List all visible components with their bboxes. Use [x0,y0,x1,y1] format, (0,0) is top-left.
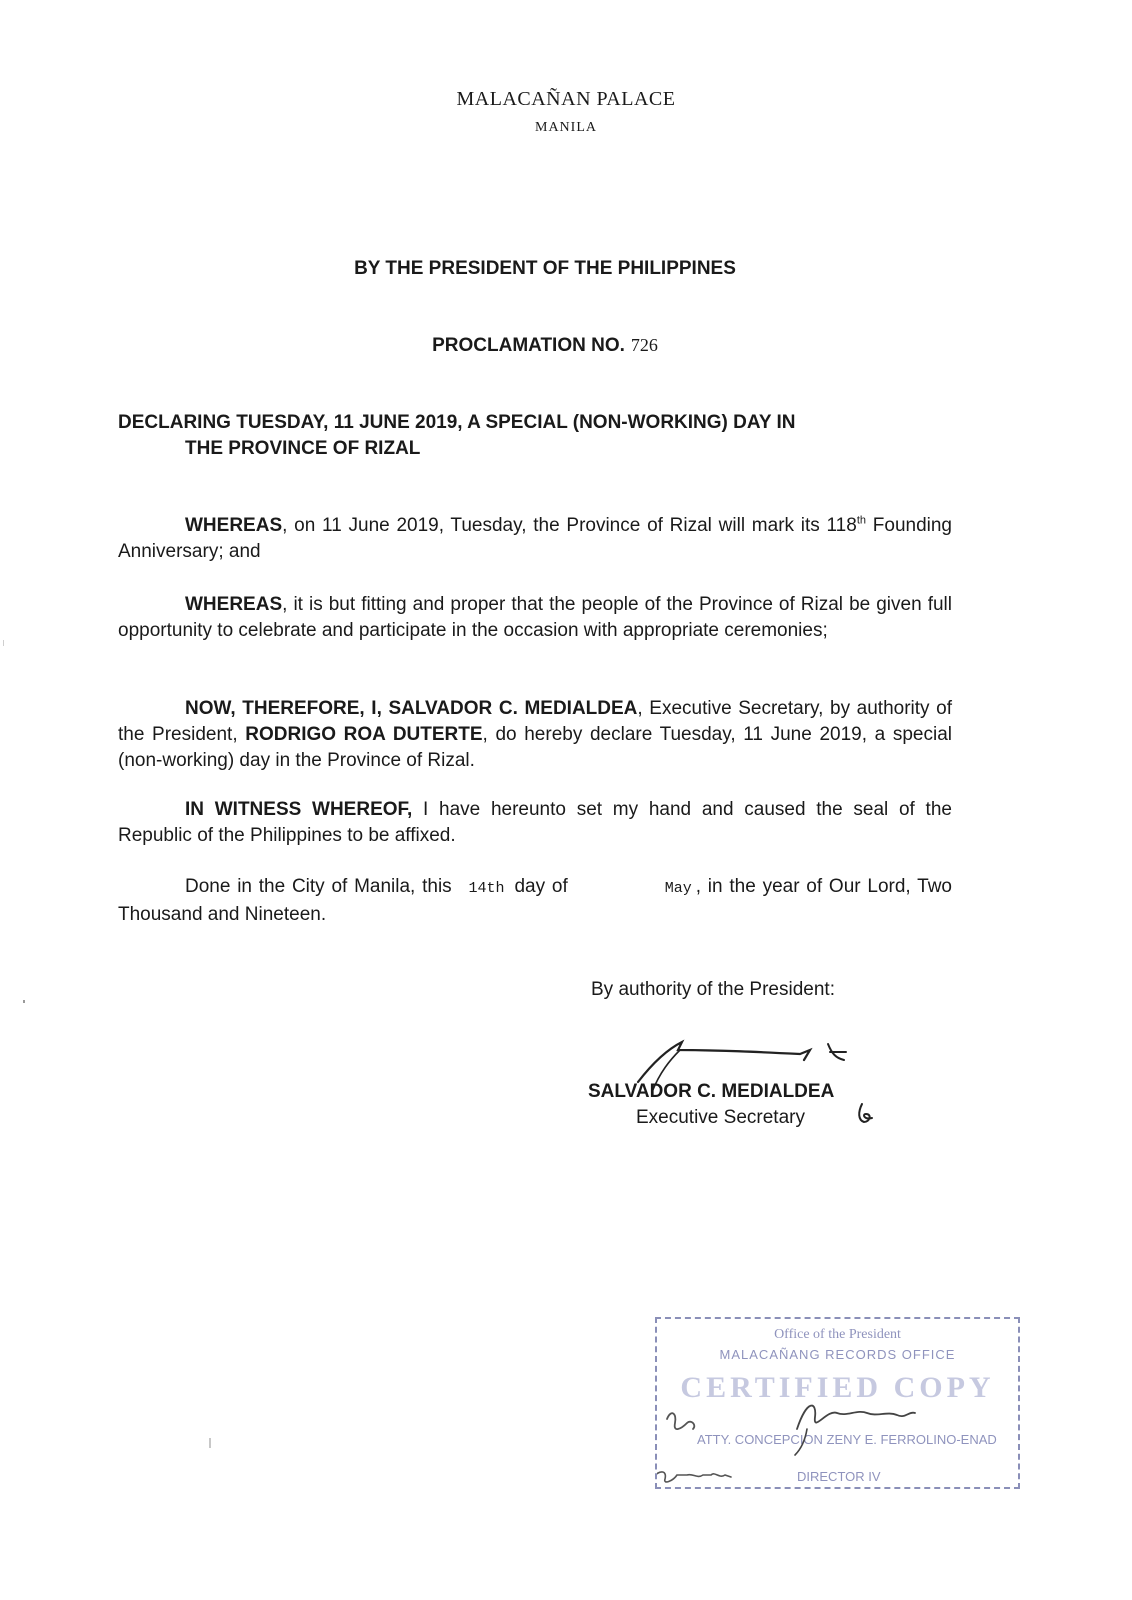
p5-day-fill: 14th [468,880,505,897]
p5-text-c: , in the year of Our Lord, Two Thousand and Nineteen. [118,876,952,925]
p3-lead: NOW, THEREFORE, I, SALVADOR C. MEDIALDEA [185,698,638,719]
p5-text-a: Done in the City of Manila, this [185,876,452,897]
paragraph-in-witness [118,797,952,849]
stamp-records-office: MALACAÑANG RECORDS OFFICE [719,1347,956,1362]
p4-lead: IN WITNESS WHEREOF, [185,799,413,820]
palace-header: MALACAÑAN PALACE [456,88,676,110]
p4-text: I have hereunto set my hand and caused the seal of the Republic of the Philippines to be affixed. [118,799,952,846]
p5-month-fill: May [664,880,692,897]
paragraph-done-in [118,874,952,928]
title-line-1: DECLARING TUESDAY, 11 JUNE 2019, A SPECIAL (NON-WORKING) DAY IN [118,412,796,433]
paragraph-whereas-1 [118,513,952,565]
p5-text-b: day of [514,876,568,897]
p3-president-name: RODRIGO ROA DUTERTE [245,724,483,745]
p1-superscript: th [856,514,867,527]
stamp-handwriting [657,1389,1018,1489]
title-line-2: THE PROVINCE OF RIZAL [185,438,421,459]
city-header: MANILA [535,120,597,135]
stamp-position: DIRECTOR IV [797,1469,881,1484]
signatory-title: Executive Secretary [636,1107,805,1128]
initial-mark [852,1100,882,1128]
stamp-certified-copy: CERTIFIED COPY [680,1371,995,1404]
p2-text: , it is but fitting and proper that the people of the Province of Rizal be given full opportunity to celebrate and participate in the occasion with appropriate ceremonies; [118,594,952,641]
p3-text-a: , Executive Secretary, by authority of the President, [118,698,952,745]
by-president-heading: BY THE PRESIDENT OF THE PHILIPPINES [354,258,736,279]
p1-lead: WHEREAS [185,515,283,536]
scan-speck [3,640,4,646]
signatory-name: SALVADOR C. MEDIALDEA [588,1081,835,1102]
stamp-office: Office of the President [774,1327,901,1342]
proclamation-title [118,410,958,462]
proclamation-number: 726 [630,335,658,355]
p2-lead: WHEREAS [185,594,283,615]
p3-text-b: , do hereby declare Tuesday, 11 June 2019, a special (non-working) day in the Province of Rizal. [118,724,952,771]
proclamation-heading [0,335,1090,357]
proclamation-label: PROCLAMATION NO. [432,335,625,356]
stamp-signatory: ATTY. CONCEPCION ZENY E. FERROLINO-ENAD [697,1432,997,1447]
scan-speck [23,1000,25,1003]
p1-text-b: Founding Anniversary; and [118,515,952,562]
by-authority-line: By authority of the President: [591,979,835,1000]
paragraph-whereas-2 [118,592,952,644]
p1-text-a: , on 11 June 2019, Tuesday, the Province of Rizal will mark its 118 [282,515,857,536]
paragraph-now-therefore [118,696,952,774]
certified-copy-stamp [655,1317,1020,1489]
scan-speck [209,1438,211,1448]
